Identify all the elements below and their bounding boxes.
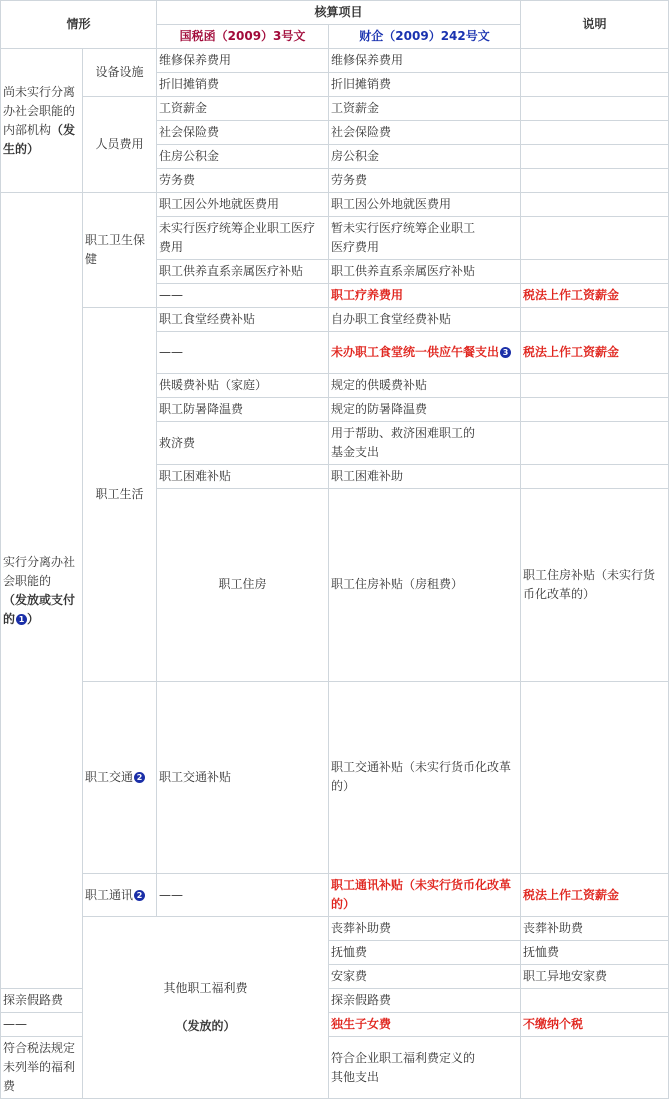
cq-cell: 自办职工食堂经费补贴 [329, 308, 521, 332]
subgroup-comm [83, 874, 157, 917]
subgroup-text: 职工交通 [85, 769, 134, 784]
cq-line: 医疗费用 [331, 240, 380, 254]
cq-text: 未办职工食堂统一供应午餐支出 [331, 345, 500, 359]
cq-cell: 职工疗养费用 [329, 284, 521, 308]
cq-cell: 职工困难补助 [329, 465, 521, 489]
gs-cell: 安家费 [329, 965, 521, 989]
group-label-sub: （发放的） [175, 1019, 236, 1033]
gs-cell: 丧葬补助费 [329, 917, 521, 941]
table-row [1, 874, 669, 917]
table-row [1, 917, 669, 941]
note-cell [521, 422, 669, 465]
note-cell [521, 169, 669, 193]
note-cell [521, 465, 669, 489]
note-cell [521, 1037, 669, 1099]
gs-cell: 住房公积金 [157, 145, 329, 169]
gs-cell: 职工困难补贴 [157, 465, 329, 489]
table-row [1, 681, 669, 874]
cq-cell: 丧葬补助费 [521, 917, 669, 941]
situation-header: 情形 [1, 1, 157, 49]
gs-cell: 供暖费补贴（家庭） [157, 374, 329, 398]
footnote-marker: 2 [134, 890, 145, 901]
table-row [1, 193, 669, 217]
subgroup-staff: 人员费用 [83, 97, 157, 193]
gs-cell: 符合税法规定未列举的福利费 [1, 1037, 83, 1099]
cq-cell: 职工住房补贴（未实行货币化改革的） [521, 489, 669, 682]
note-cell [521, 49, 669, 73]
cq-cell: 规定的供暖费补贴 [329, 374, 521, 398]
gs-cell: —— [157, 874, 329, 917]
note-cell [521, 73, 669, 97]
gs-cell: 工资薪金 [157, 97, 329, 121]
cq-cell: 职工因公外地就医费用 [329, 193, 521, 217]
gs-cell: 职工食堂经费补贴 [157, 308, 329, 332]
cq-cell: 抚恤费 [521, 941, 669, 965]
cq-cell: 独生子女费 [329, 1013, 521, 1037]
gs-cell: 职工交通补贴 [157, 681, 329, 874]
subgroup-housing: 职工住房 [157, 489, 329, 682]
gs-cell: 维修保养费用 [157, 49, 329, 73]
doc-gs-header: 国税函（2009）3号文 [157, 25, 329, 49]
items-header: 核算项目 [157, 1, 521, 25]
header-row-1 [1, 1, 669, 25]
gs-cell: 探亲假路费 [1, 989, 83, 1013]
cq-line: 基金支出 [331, 445, 380, 459]
cq-cell [329, 422, 521, 465]
cq-line: 其他支出 [331, 1069, 380, 1084]
subgroup-transport [83, 681, 157, 874]
gs-cell: 救济费 [157, 422, 329, 465]
note-header: 说明 [521, 1, 669, 49]
note-cell [521, 145, 669, 169]
cq-cell: 房公积金 [329, 145, 521, 169]
gs-cell: 社会保险费 [157, 121, 329, 145]
group-label-sub-end: ） [27, 611, 40, 626]
subgroup-health: 职工卫生保健 [83, 193, 157, 308]
subgroup-equip: 设备设施 [83, 49, 157, 97]
table-row [1, 308, 669, 332]
cq-line: 符合企业职工福利费定义的 [331, 1050, 476, 1065]
note-cell: 税法上作工资薪金 [521, 332, 669, 374]
cq-cell: 规定的防暑降温费 [329, 398, 521, 422]
table-row [1, 97, 669, 121]
cq-cell: 工资薪金 [329, 97, 521, 121]
note-cell [521, 260, 669, 284]
subgroup-life: 职工生活 [83, 308, 157, 682]
group-label-3 [83, 917, 329, 1099]
group-label-sub: （发生的） [3, 122, 76, 156]
note-cell: 不缴纳个税 [521, 1013, 669, 1037]
cq-cell [329, 217, 521, 260]
footnote-marker: 1 [16, 614, 27, 625]
table-row [1, 49, 669, 73]
gs-cell: 折旧摊销费 [157, 73, 329, 97]
cq-cell: 职工异地安家费 [521, 965, 669, 989]
group-label-1 [1, 49, 83, 193]
cq-cell: 社会保险费 [329, 121, 521, 145]
subgroup-text: 职工通讯 [85, 887, 134, 902]
gs-cell: 劳务费 [157, 169, 329, 193]
gs-cell: —— [157, 284, 329, 308]
group-label-text: 实行分离办社会职能的 [3, 554, 76, 588]
gs-cell: 抚恤费 [329, 941, 521, 965]
note-cell [521, 308, 669, 332]
doc-cq-header: 财企（2009）242号文 [329, 25, 521, 49]
note-cell [521, 97, 669, 121]
footnote-marker: 2 [134, 772, 145, 783]
cq-cell: 职工交通补贴（未实行货币化改革的） [329, 681, 521, 874]
note-cell [521, 989, 669, 1013]
cq-cell: 职工供养直系亲属医疗补贴 [329, 260, 521, 284]
note-cell: 税法上作工资薪金 [521, 874, 669, 917]
note-cell [521, 193, 669, 217]
cq-cell [329, 1037, 521, 1099]
gs-cell: 职工防暑降温费 [157, 398, 329, 422]
cq-cell: 折旧摊销费 [329, 73, 521, 97]
note-cell [521, 374, 669, 398]
group-label-text: 尚未实行分离办社会职能的内部机构 [3, 84, 76, 137]
note-cell: 税法上作工资薪金 [521, 284, 669, 308]
footnote-marker: 3 [500, 347, 511, 358]
gs-cell: 职工供养直系亲属医疗补贴 [157, 260, 329, 284]
gs-cell: 未实行医疗统筹企业职工医疗费用 [157, 217, 329, 260]
cq-cell: 维修保养费用 [329, 49, 521, 73]
cq-cell: 探亲假路费 [329, 989, 521, 1013]
group-label-text: 其他职工福利费 [163, 981, 248, 995]
cq-cell: 劳务费 [329, 169, 521, 193]
gs-cell: 职工住房补贴（房租费） [329, 489, 521, 682]
group-label-2 [1, 193, 83, 989]
gs-cell: —— [157, 332, 329, 374]
cq-line: 暂未实行医疗统筹企业职工 [331, 221, 476, 235]
note-cell [521, 121, 669, 145]
cq-cell: 职工通讯补贴（未实行货币化改革的） [329, 874, 521, 917]
cq-line: 用于帮助、救济困难职工的 [331, 426, 476, 440]
note-cell [521, 398, 669, 422]
gs-cell: —— [1, 1013, 83, 1037]
cq-cell [329, 332, 521, 374]
group-label-sub: （发放或支付的 [3, 592, 76, 626]
note-cell [521, 217, 669, 260]
gs-cell: 职工因公外地就医费用 [157, 193, 329, 217]
